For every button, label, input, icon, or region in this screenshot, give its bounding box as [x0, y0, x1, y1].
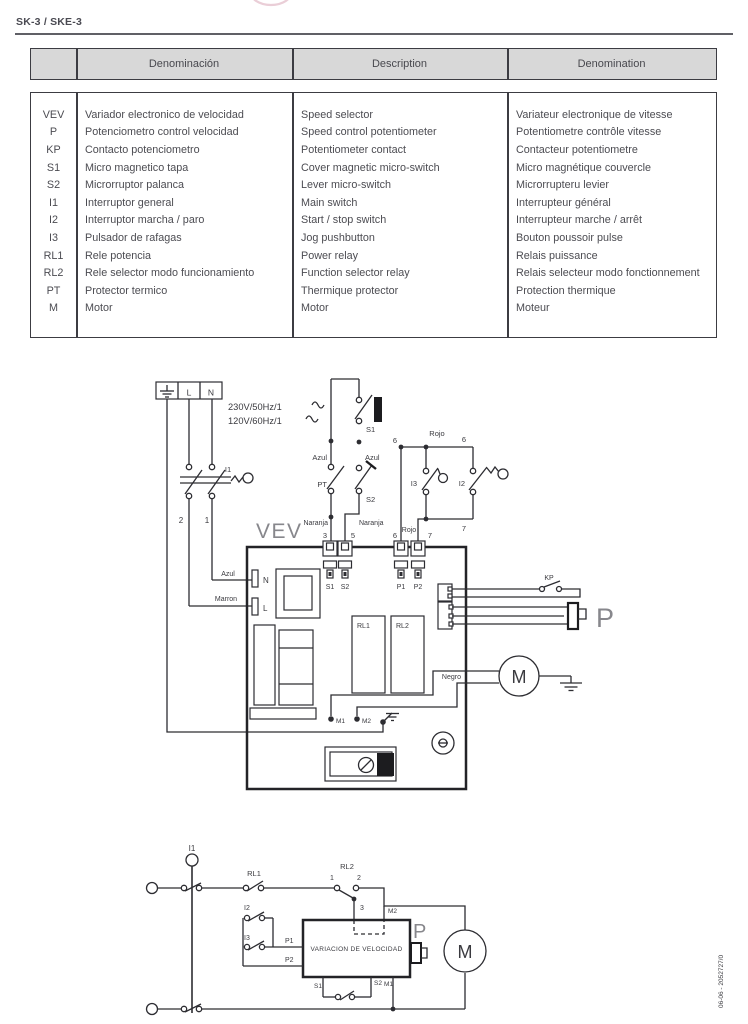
- p-label: P: [596, 603, 615, 633]
- description-en: Power relay: [301, 249, 359, 262]
- schematic-contact-rl1: [202, 869, 334, 891]
- i2-label: I2: [458, 479, 465, 488]
- denomination-fr: Relais puissance: [516, 249, 598, 262]
- denomination-fr: Interrupteur marche / arrêt: [516, 214, 643, 227]
- header-cell-description: Description: [371, 58, 428, 70]
- m1-pad-label: M1: [336, 718, 346, 725]
- relay-rl2: [391, 616, 424, 693]
- denominacion-es: Contacto potenciometro: [85, 143, 200, 156]
- terminal-3-label: 3: [322, 531, 328, 540]
- component-code: RL1: [43, 249, 64, 262]
- denominacion-es: Variador electronico de velocidad: [85, 108, 244, 121]
- logo-remnant: [250, 0, 292, 5]
- denominacion-es: Pulsador de rafagas: [85, 231, 182, 244]
- m1-terminal-label: M1: [384, 981, 394, 988]
- marron-wire-label: Marron: [214, 596, 238, 603]
- pin-p2-label: P2: [413, 584, 423, 591]
- rl2-3-label: 3: [360, 905, 364, 912]
- denomination-fr: Variateur electronique de vitesse: [516, 108, 673, 121]
- description-en: Lever micro-switch: [301, 179, 391, 192]
- header-cell-denomination: Denomination: [577, 58, 646, 70]
- motor-label: M: [511, 667, 527, 687]
- denominacion-es: Microrruptor palanca: [85, 179, 185, 192]
- azul-wire-label: Azul: [221, 571, 235, 578]
- supply-terminal-block: [156, 382, 222, 399]
- rl2-label: RL2: [396, 623, 409, 630]
- i2-i3-branches: [393, 429, 508, 541]
- wire-2-label: 2: [178, 516, 184, 525]
- pin-p1-label: P1: [396, 584, 406, 591]
- variator-box-label: VARIACION DE VELOCIDAD: [310, 946, 403, 953]
- page-title-model: SK-3 / SKE-3: [16, 16, 82, 28]
- motor-label: M: [457, 942, 473, 962]
- ac-symbol: [306, 416, 318, 422]
- terminal-l-label: L: [186, 387, 192, 398]
- schematic-switch-i1: [158, 844, 202, 1013]
- azul-right-label: Azul: [365, 453, 380, 462]
- description-en: Thermique protector: [301, 284, 399, 297]
- supply-terminal: [147, 1004, 158, 1015]
- denomination-fr: Interrupteur général: [516, 196, 611, 209]
- ground-icon: [560, 683, 582, 691]
- board-pins-n-l: [215, 570, 269, 615]
- description-en: Motor: [301, 302, 329, 315]
- description-en: Potentiometer contact: [301, 143, 407, 156]
- schematic-s1-s2: [314, 977, 382, 1000]
- rl2-label: RL2: [340, 862, 354, 871]
- pt-label: PT: [317, 480, 327, 489]
- rojo-bottom-label: Rojo: [401, 527, 417, 534]
- magnet-icon: [374, 397, 382, 422]
- component-code: P: [49, 126, 58, 139]
- terminal-6-right-label: 6: [461, 435, 467, 444]
- component-code: S2: [46, 179, 61, 192]
- wire-1-label: 1: [204, 516, 210, 525]
- pin-s1-label: S1: [325, 584, 335, 591]
- naranja-left-label: Naranja: [303, 520, 328, 527]
- motor: [499, 656, 582, 696]
- relay-rl1: [352, 616, 385, 693]
- component-code: I3: [48, 231, 58, 244]
- component-code: I2: [48, 214, 58, 227]
- terminal-n-label: N: [207, 387, 215, 398]
- description-en: Main switch: [301, 196, 358, 209]
- denomination-fr: Protection thermique: [516, 284, 616, 297]
- ac-symbol: [312, 402, 324, 408]
- denomination-fr: Contacteur potentiometre: [516, 143, 638, 156]
- rl2-1-label: 1: [330, 875, 334, 882]
- voltage-rating-230: 230V/50Hz/1: [228, 402, 282, 412]
- description-en: Function selector relay: [301, 267, 410, 280]
- i3-label: I3: [244, 935, 250, 942]
- terminal-6-top-label: 6: [392, 436, 398, 445]
- rojo-top-label: Rojo: [429, 429, 445, 438]
- description-en: Speed control potentiometer: [301, 126, 437, 139]
- denomination-fr: Microrrupteru levier: [516, 179, 609, 192]
- denomination-fr: Micro magnétique couvercle: [516, 161, 652, 174]
- terminal-7-right-label: 7: [461, 524, 467, 533]
- rl1-label: RL1: [357, 623, 370, 630]
- component-code: S1: [46, 161, 61, 174]
- s2-terminal-label: S2: [374, 980, 382, 987]
- denominacion-es: Potenciometro control velocidad: [85, 126, 239, 139]
- component-code: PT: [46, 284, 61, 297]
- denomination-fr: Relais selecteur modo fonctionnement: [516, 267, 700, 280]
- terminal-5-label: 5: [350, 531, 356, 540]
- p-label: P: [413, 921, 427, 943]
- denominacion-es: Motor: [85, 302, 113, 315]
- vev-label: VEV: [256, 520, 303, 543]
- schematic-motor: [444, 930, 486, 972]
- denominacion-es: Rele selector modo funcionamiento: [85, 267, 255, 280]
- schematic-m1-return: [202, 973, 465, 1011]
- schematic-i2-i3: [243, 905, 303, 966]
- rl1-label: RL1: [247, 869, 261, 878]
- board-components: [250, 569, 320, 719]
- voltage-rating-120: 120V/60Hz/1: [228, 416, 282, 426]
- schematic-potentiometer: [411, 921, 427, 963]
- denomination-fr: Potentiometre contrôle vitesse: [516, 126, 662, 139]
- p2-terminal-label: P2: [285, 957, 294, 964]
- denomination-fr: Moteur: [516, 302, 550, 315]
- i1-label: I1: [224, 465, 232, 474]
- component-code: KP: [46, 143, 61, 156]
- kp-switch: [438, 575, 580, 601]
- i2-label: I2: [244, 905, 250, 912]
- negro-wire-label: Negro: [441, 674, 461, 681]
- denominacion-es: Protector termico: [85, 284, 168, 297]
- i1-label: I1: [188, 844, 196, 853]
- p1-terminal-label: P1: [285, 938, 294, 945]
- pin-l-label: L: [263, 604, 268, 613]
- denomination-fr: Bouton poussoir pulse: [516, 231, 623, 244]
- i3-label: I3: [410, 479, 417, 488]
- description-en: Jog pushbutton: [301, 231, 375, 244]
- s1-switch-label: S1: [366, 425, 376, 434]
- azul-left-label: Azul: [312, 453, 327, 462]
- kp-label: KP: [544, 575, 554, 582]
- potentiometer-p: [438, 602, 614, 633]
- terminal-7-left-label: 7: [427, 531, 433, 540]
- denominacion-es: Interruptor marcha / paro: [85, 214, 205, 227]
- main-wiring-diagram: [156, 379, 614, 789]
- description-en: Cover magnetic micro-switch: [301, 161, 440, 174]
- denominacion-es: Rele potencia: [85, 249, 152, 262]
- rl2-2-label: 2: [357, 875, 361, 882]
- doc-reference: 06-06 - 2052727/0: [718, 954, 725, 1008]
- s2-switch-label: S2: [366, 495, 376, 504]
- description-en: Speed selector: [301, 108, 374, 121]
- component-code: M: [49, 302, 58, 315]
- header-cell-denominacion: Denominación: [148, 58, 220, 70]
- control-schematic: [147, 844, 487, 1015]
- supply-terminal: [147, 883, 158, 894]
- m2-pad-label: M2: [362, 718, 372, 725]
- pin-n-label: N: [263, 576, 269, 585]
- vev-board: [215, 541, 499, 789]
- speed-variator-box: [303, 920, 410, 977]
- terminal-6-bottom-label: 6: [392, 531, 398, 540]
- denominacion-es: Interruptor general: [85, 196, 174, 209]
- description-en: Start / stop switch: [301, 214, 387, 227]
- board-connector-s1s2-p1p2: [323, 541, 425, 591]
- m2-terminal-label: M2: [388, 908, 398, 915]
- pin-s2-label: S2: [340, 584, 350, 591]
- naranja-right-label: Naranja: [359, 520, 384, 527]
- schematic-contact-rl2: [330, 862, 465, 934]
- s1-terminal-label: S1: [314, 983, 322, 990]
- transformer-block: [325, 747, 396, 781]
- component-code: VEV: [42, 108, 65, 121]
- denominacion-es: Micro magnetico tapa: [85, 161, 189, 174]
- component-code: RL2: [43, 267, 64, 280]
- component-code: I1: [48, 196, 58, 209]
- pt-s1-s2-branches: [303, 379, 383, 541]
- trimmer-screw: [432, 732, 454, 754]
